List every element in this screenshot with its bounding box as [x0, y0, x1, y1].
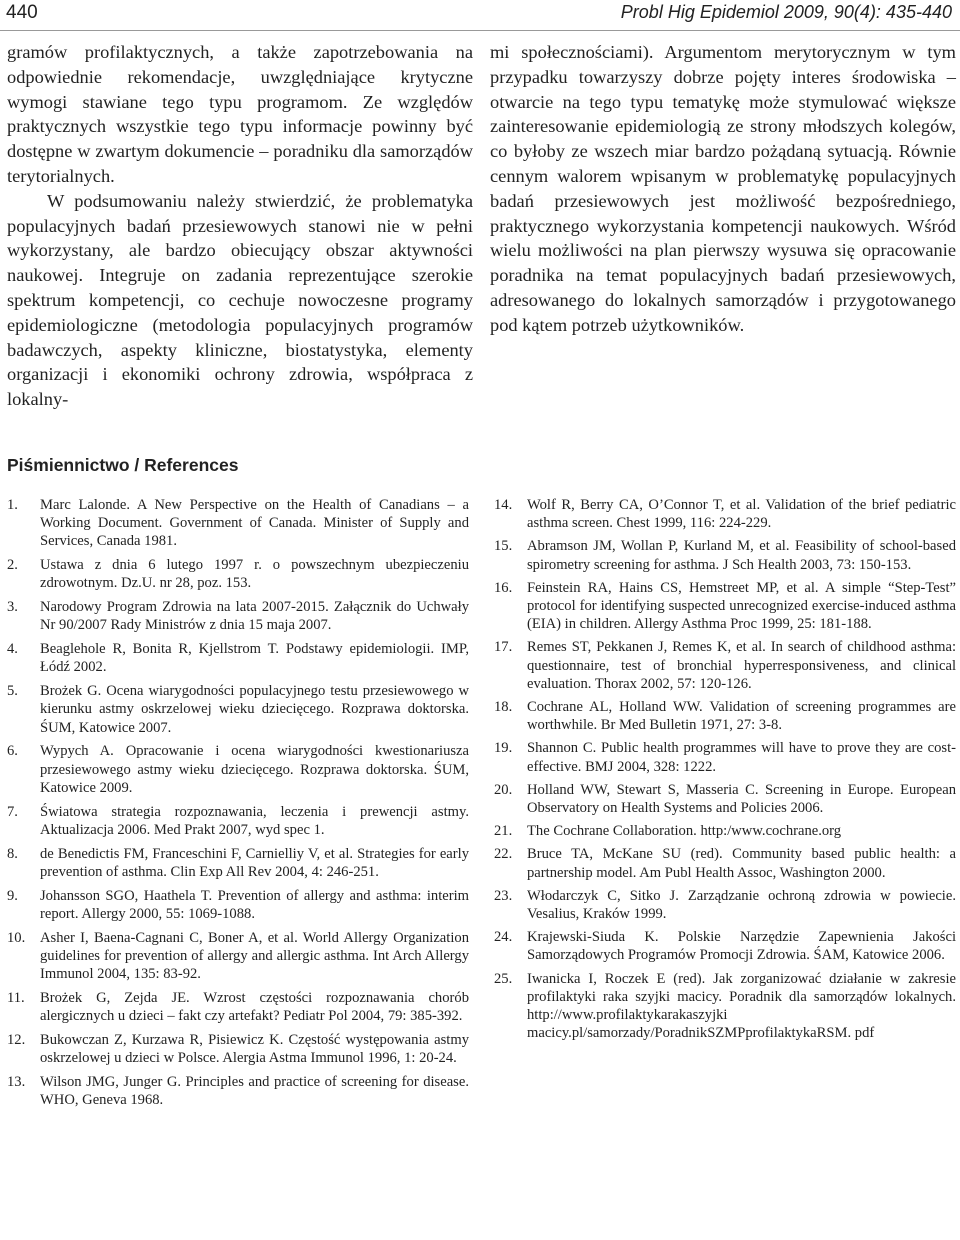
reference-number: 6.: [7, 743, 18, 760]
body-column-right: [490, 40, 956, 338]
reference-text: de Benedictis FM, Franceschini F, Carnielliy V, et al. Strategies for early prevention of asthma. Clin Exp All Rev 2004, 4: 246-251.: [40, 845, 469, 880]
reference-number: 16.: [494, 579, 513, 596]
reference-text: Abramson JM, Wollan P, Kurland M, et al. Feasibility of school-based spirometry screening for asthma. J Sch Health 2003, 73: 150-153.: [527, 538, 956, 573]
reference-item: [7, 1031, 469, 1067]
body-paragraph: W podsumowaniu należy stwierdzić, że problematyka populacyjnych badań przesiewowych stanowi nie w pełni wykorzystany, ale bardzo obiecujący obszar aktywności naukowej. Integruje on zadania reprezentujące szerokie spektrum kompetencji, co cechuje nowoczesne programy epidemiologiczne (metodologia populacyjnych programów badawczych, aspekty kliniczne, biostatystyka, elementy organizacji i ekonomiki ochrony zdrowia, współpraca z lokalny-: [7, 190, 473, 410]
reference-text: Cochrane AL, Holland WW. Validation of screening programmes are worthwhile. Br Med Bulletin 1971, 27: 3-8.: [527, 699, 956, 734]
reference-number: 24.: [494, 929, 513, 946]
reference-text: Włodarczyk C, Sitko J. Zarządzanie ochroną zdrowia w powiecie. Vesalius, Kraków 1999.: [527, 887, 956, 923]
body-paragraph: mi społecznościami). Argumentom merytorycznym w tym przypadku towarzyszy dobrze pojęty interes środowiska – otwarcie na tego typu tematykę może stymulować większe zainteresowanie epidemiologią ze strony młodszych kolegów, co byłoby ze wszech miar bardzo pożądaną sytuacją. Równie cennym walorem wpisanym w problematykę populacyjnych badań przesiewowych jest możliwość bezpośredniego, praktycznego wykorzystania kompetencji naukowych. Wśród wielu możliwości na plan pierwszy wysuwa się opracowanie poradnika na temat populacyjnych badań przesiewowych, adresowanego do lokalnych samorządów i przygotowanego pod kątem potrzeb użytkowników.: [490, 42, 956, 335]
reference-item: [494, 887, 956, 923]
reference-item: [494, 739, 956, 775]
reference-text: Beaglehole R, Bonita R, Kjellstrom T. Podstawy epidemiologii. IMP, Łódź 2002.: [40, 641, 469, 676]
reference-item: [7, 682, 469, 737]
reference-text: Iwanicka I, Roczek E (red). Jak zorganizować działanie w zakresie profilaktyki raka szyjki macicy. Poradnik dla samorządów lokalnych. http://www.profilaktykarakaszyjki macicy.pl/samorzady/PoradnikSZMPprofilaktykaRSM. pdf: [527, 970, 956, 1042]
reference-text: Brożek G, Zejda JE. Wzrost częstości rozpoznawania chorób alergicznych u dzieci – fakt czy artefakt? Pediatr Pol 2004, 79: 385-392.: [40, 989, 469, 1025]
reference-item: [7, 1073, 469, 1109]
reference-text: Wypych A. Opracowanie i ocena wiarygodności kwestionariusza przesiewowego astmy wieku dziecięcego. Rozprawa doktorska. ŚUM, Katowice 2009.: [40, 743, 469, 796]
reference-item: [7, 989, 469, 1025]
reference-item: [494, 496, 956, 532]
reference-text: Bukowczan Z, Kurzawa R, Pisiewicz K. Częstość występowania astmy oskrzelowej u dzieci w Polsce. Alergia Astma Immunol 1996, 1: 20-24.: [40, 1031, 469, 1067]
reference-list-left: [7, 496, 469, 1115]
reference-item: [494, 579, 956, 634]
reference-number: 3.: [7, 599, 18, 616]
reference-text: The Cochrane Collaboration. http:/www.cochrane.org: [527, 823, 842, 840]
reference-number: 18.: [494, 699, 513, 716]
reference-number: 4.: [7, 641, 18, 658]
reference-number: 1.: [7, 497, 18, 513]
reference-item: [7, 742, 469, 797]
reference-item: [7, 640, 469, 676]
reference-number: 21.: [494, 823, 513, 840]
reference-item: [494, 537, 956, 573]
reference-number: 11.: [7, 989, 25, 1006]
page-header: [0, 0, 960, 31]
reference-number: 9.: [7, 887, 18, 904]
reference-number: 25.: [494, 970, 513, 987]
reference-item: [494, 845, 956, 881]
reference-number: 14.: [494, 497, 513, 513]
reference-item: [494, 781, 956, 817]
reference-item: [7, 803, 469, 839]
reference-text: Narodowy Program Zdrowia na lata 2007-2015. Załącznik do Uchwały Nr 90/2007 Rady Ministrów z dnia 15 maja 2007.: [40, 599, 469, 634]
reference-number: 8.: [7, 845, 18, 862]
reference-item: [7, 496, 469, 551]
reference-number: 19.: [494, 740, 513, 757]
reference-item: [7, 845, 469, 881]
reference-number: 22.: [494, 846, 513, 863]
reference-list-right: [494, 496, 956, 1047]
body-column-left: [7, 40, 473, 412]
reference-item: [494, 638, 956, 693]
reference-text: Johansson SGO, Haathela T. Prevention of allergy and asthma: interim report. Allergy 2000, 55: 1069-1088.: [40, 887, 469, 922]
reference-text: Światowa strategia rozpoznawania, leczenia i prewencji astmy. Aktualizacja 2006. Med Prakt 2007, wyd spec 1.: [40, 803, 469, 838]
reference-number: 2.: [7, 557, 18, 574]
reference-text: Ustawa z dnia 6 lutego 1997 r. o powszechnym ubezpieczeniu zdrowotnym. Dz.U. nr 28, poz. 153.: [40, 557, 469, 592]
reference-text: Brożek G. Ocena wiarygodności populacyjnego testu przesiewowego w kierunku astmy oskrzelowej wieku dziecięcego. Rozprawa doktorska. ŚUM, Katowice 2007.: [40, 683, 469, 736]
reference-number: 17.: [494, 639, 513, 656]
reference-item: [494, 822, 956, 840]
reference-text: Krajewski-Siuda K. Polskie Narzędzie Zapewnienia Jakości Samorządowych Programów Promocji Zdrowia. ŚAM, Katowice 2006.: [527, 929, 956, 964]
reference-number: 5.: [7, 683, 18, 700]
journal-citation: Probl Hig Epidemiol 2009, 90(4): 435-440: [620, 2, 952, 22]
page-number: 440: [6, 2, 38, 23]
reference-item: [494, 698, 956, 734]
reference-text: Feinstein RA, Hains CS, Hemstreet MP, et al. A simple “Step-Test” protocol for identifying suspected unrecognized exercise-induced asthma (EIA) in children. Allergy Asthma Proc 1999, 25: 181-188.: [527, 579, 956, 633]
reference-number: 12.: [7, 1031, 26, 1048]
reference-item: [7, 887, 469, 923]
reference-text: Wilson JMG, Junger G. Principles and practice of screening for disease. WHO, Geneva 1968.: [40, 1073, 469, 1109]
reference-item: [7, 598, 469, 634]
reference-text: Shannon C. Public health programmes will have to prove they are cost-effective. BMJ 2004, 328: 1222.: [527, 740, 956, 775]
reference-item: [494, 970, 956, 1043]
reference-item: [494, 928, 956, 964]
reference-item: [7, 556, 469, 592]
reference-item: [7, 929, 469, 984]
reference-text: Asher I, Baena-Cagnani C, Boner A, et al. World Allergy Organization guidelines for prevention of allergy and allergic asthma. Int Arch Allergy Immunol 2004, 135: 83-92.: [40, 929, 469, 983]
reference-number: 10.: [7, 929, 26, 946]
reference-text: Wolf R, Berry CA, O’Connor T, et al. Validation of the brief pediatric asthma screen. Chest 1999, 116: 224-229.: [527, 497, 956, 532]
references-heading: Piśmiennictwo / References: [7, 455, 239, 475]
reference-number: 7.: [7, 803, 18, 820]
reference-text: Bruce TA, McKane SU (red). Community based public health: a partnership model. Am Publ Health Assoc, Washington 2000.: [527, 846, 956, 881]
reference-number: 20.: [494, 781, 513, 798]
reference-text: Remes ST, Pekkanen J, Remes K, et al. In search of childhood asthma: questionnaire, test of bronchial hyperresponsiveness, and clinical evaluation. Thorax 2002, 57: 120-126.: [527, 639, 956, 692]
reference-text: Marc Lalonde. A New Perspective on the Health of Canadians – a Working Document. Government of Canada. Minister of Supply and Services, Canada 1981.: [40, 497, 469, 550]
reference-number: 13.: [7, 1073, 26, 1090]
body-paragraph: gramów profilaktycznych, a także zapotrzebowania na odpowiednie rekomendacje, uwzględniające krytyczne wymogi stawiane tego typu programom. Ze względów praktycznych wszystkie tego typu informacje powinny być dostępne w zwartym dokumencie – poradniku dla samorządów terytorialnych.: [7, 42, 473, 186]
reference-number: 23.: [494, 887, 513, 904]
reference-number: 15.: [494, 538, 513, 555]
reference-text: Holland WW, Stewart S, Masseria C. Screening in Europe. European Observatory on Health Systems and Policies 2006.: [527, 781, 956, 817]
